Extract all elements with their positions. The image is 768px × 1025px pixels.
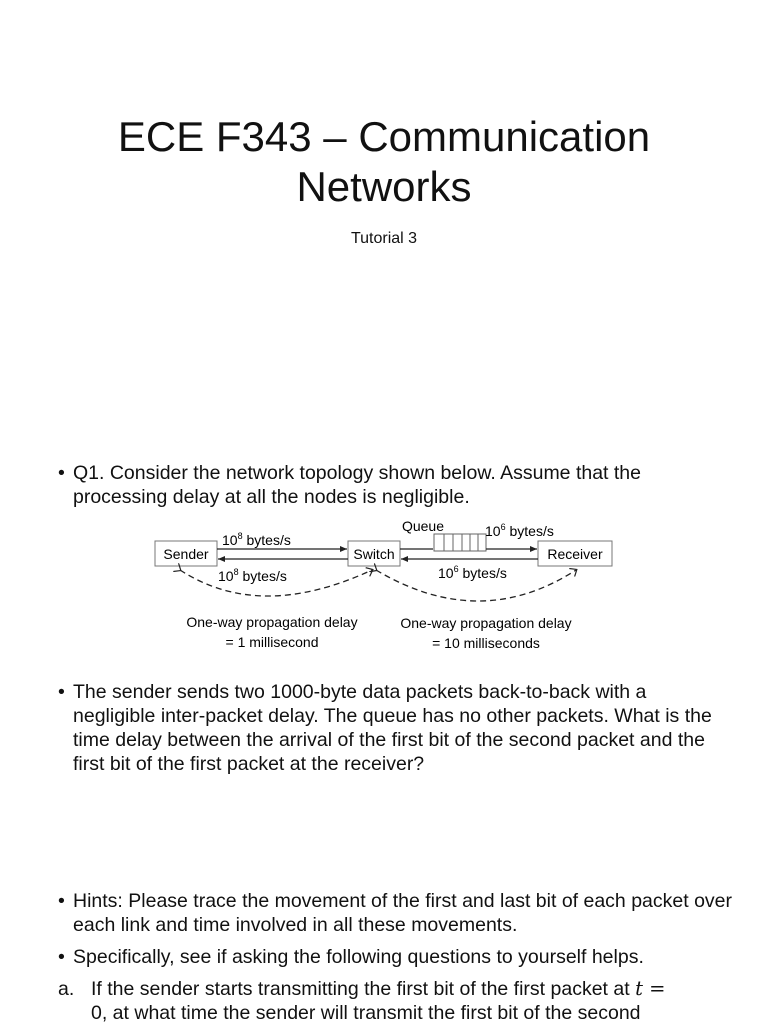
queue-label: Queue bbox=[401, 518, 445, 534]
rate-switch-receiver-bottom: $10^6$ bytes/s bbox=[438, 564, 507, 581]
network-topology-diagram bbox=[150, 514, 620, 659]
bullet-hints-text: Hints: Please trace the movement of the first and last bit of each packet over each link and time involved in all these movements. bbox=[73, 890, 733, 936]
slide-title bbox=[0, 112, 768, 212]
prop-right-line-1: One-way propagation delay bbox=[400, 615, 572, 631]
switch-label: Switch bbox=[353, 546, 395, 562]
bullet-problem-text: The sender sends two 1000-byte data packets back-to-back with a negligible inter-packet delay. The queue has no other packets. What is the time delay between the arrival of the first bit of the second packet and the first bit of the first packet at the receiver? bbox=[73, 681, 712, 775]
bullet-specifically bbox=[58, 945, 733, 969]
queue-buffer bbox=[402, 518, 486, 551]
receiver-label: Receiver bbox=[547, 546, 603, 562]
bullet-hints bbox=[58, 889, 733, 937]
item-a-text: If the sender starts transmitting the first bit of the first packet at t = 0, at what time the sender will transmit the first bit of the second bbox=[91, 977, 666, 1024]
sender-label: Sender bbox=[163, 546, 209, 562]
math-t: t bbox=[635, 977, 643, 1000]
slide-title-line-1: ECE F343 – Communication bbox=[117, 113, 651, 160]
prop-left-line-2: = 1 millisecond bbox=[225, 634, 319, 650]
bullet-specifically-text: Specifically, see if asking the following questions to yourself helps. bbox=[73, 946, 644, 968]
slide-title-line-2: Networks bbox=[296, 163, 472, 210]
bullet-dot: • bbox=[58, 946, 65, 968]
bullet-dot: • bbox=[58, 462, 65, 484]
bullet-q1-text: Q1. Consider the network topology shown below. Assume that the processing delay at all the nodes is negligible. bbox=[73, 462, 641, 508]
item-a-label: a. bbox=[58, 978, 75, 1000]
bullet-problem bbox=[58, 680, 733, 776]
bullet-dot: • bbox=[58, 681, 65, 703]
prop-left-line-1: One-way propagation delay bbox=[186, 614, 358, 630]
rate-sender-switch-bottom: $10^8$ bytes/s bbox=[218, 567, 287, 584]
bullet-dot: • bbox=[58, 890, 65, 912]
bullet-q1 bbox=[58, 461, 733, 509]
sender-node bbox=[155, 541, 217, 566]
prop-right-line-2: = 10 milliseconds bbox=[432, 635, 540, 651]
rate-switch-receiver-top: $10^6$ bytes/s bbox=[485, 522, 554, 539]
switch-node bbox=[348, 541, 400, 566]
receiver-node bbox=[538, 541, 612, 566]
slide-subtitle: Tutorial 3 bbox=[350, 230, 418, 247]
rate-sender-switch-top: $10^8$ bytes/s bbox=[222, 531, 291, 548]
